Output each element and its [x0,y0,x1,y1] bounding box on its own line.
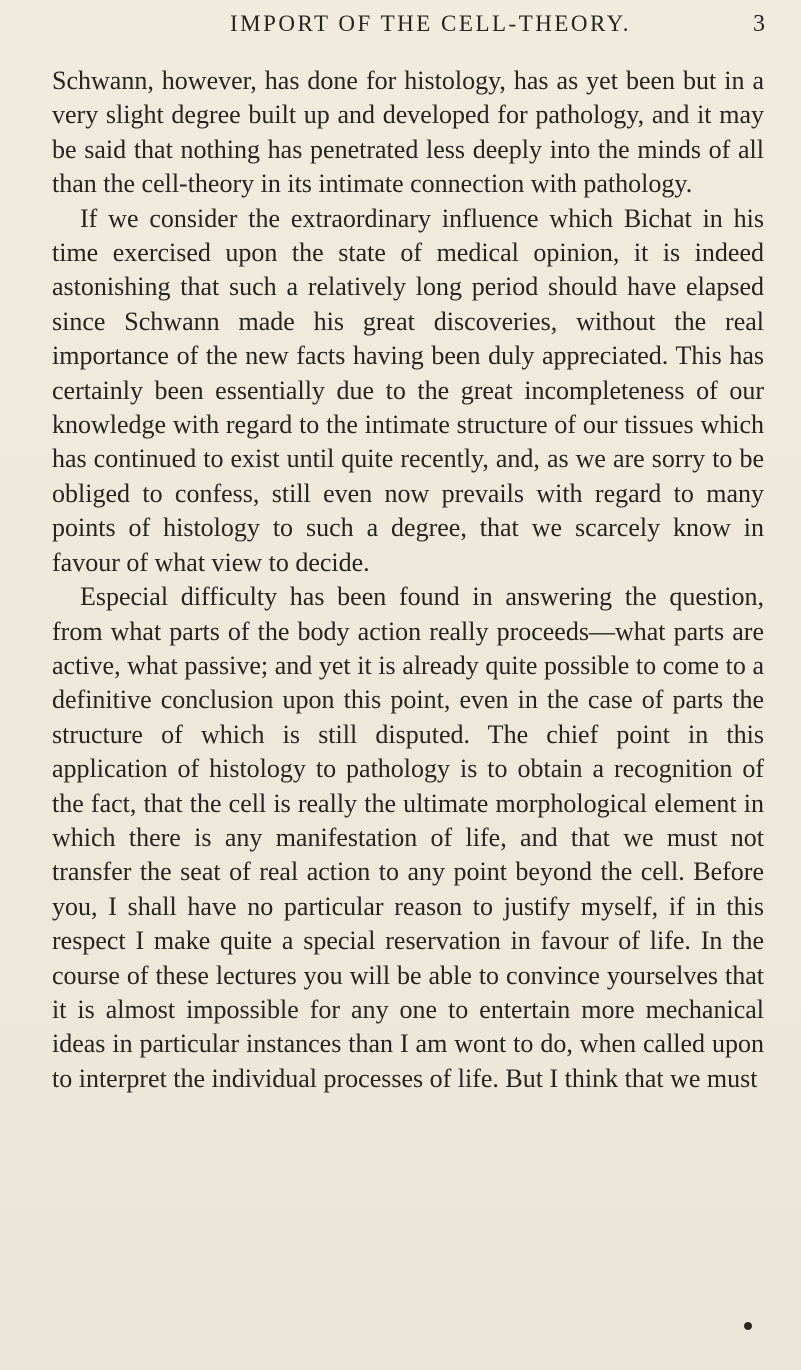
paragraph-3: Especial difficulty has been found in answering the question, from what parts of the body action really proceeds—what parts are active, what passive; and yet it is already quite possible to come to a definitive conclusion upon this point, even in the case of parts the structure of which is still disputed. The chief point in this application of histology to pathology is to obtain a recognition of the fact, that the cell is really the ultimate morphological element in which there is any manifestation of life, and that we must not transfer the seat of real action to any point beyond the cell. Before you, I shall have no particular reason to justify myself, if in this respect I make quite a special reservation in favour of life. In the course of these lectures you will be able to convince yourselves that it is almost impossible for any one to entertain more mechanical ideas in particular instances than I am wont to do, when called upon to interpret the individual processes of life. But I think that we must [52,582,764,1093]
ink-speck [744,1322,752,1330]
running-header [96,6,765,42]
paragraph-1: Schwann, however, has done for histology, has as yet been but in a very slight degree built up and developed for pathology, and it may be said that nothing has penetrated less deeply into the minds of all than the cell-theory in its intimate connection with pathology. [52,66,764,199]
page-number: 3 [753,11,765,37]
paragraph-2: If we consider the extraordinary influence which Bichat in his time exercised upon the state of medical opinion, it is indeed astonishing that such a relatively long period should have elapsed since Schwann made his great discoveries, without the real importance of the new facts having been duly appreciated. This has certainly been essentially due to the great incompleteness of our knowledge with regard to the intimate structure of our tissues which has continued to exist until quite recently, and, as we are sorry to be obliged to confess, still even now prevails with regard to many points of histology to such a degree, that we scarcely know in favour of what view to decide. [52,203,764,577]
running-title: IMPORT OF THE CELL-THEORY. [230,11,631,36]
body-text [52,64,764,1096]
